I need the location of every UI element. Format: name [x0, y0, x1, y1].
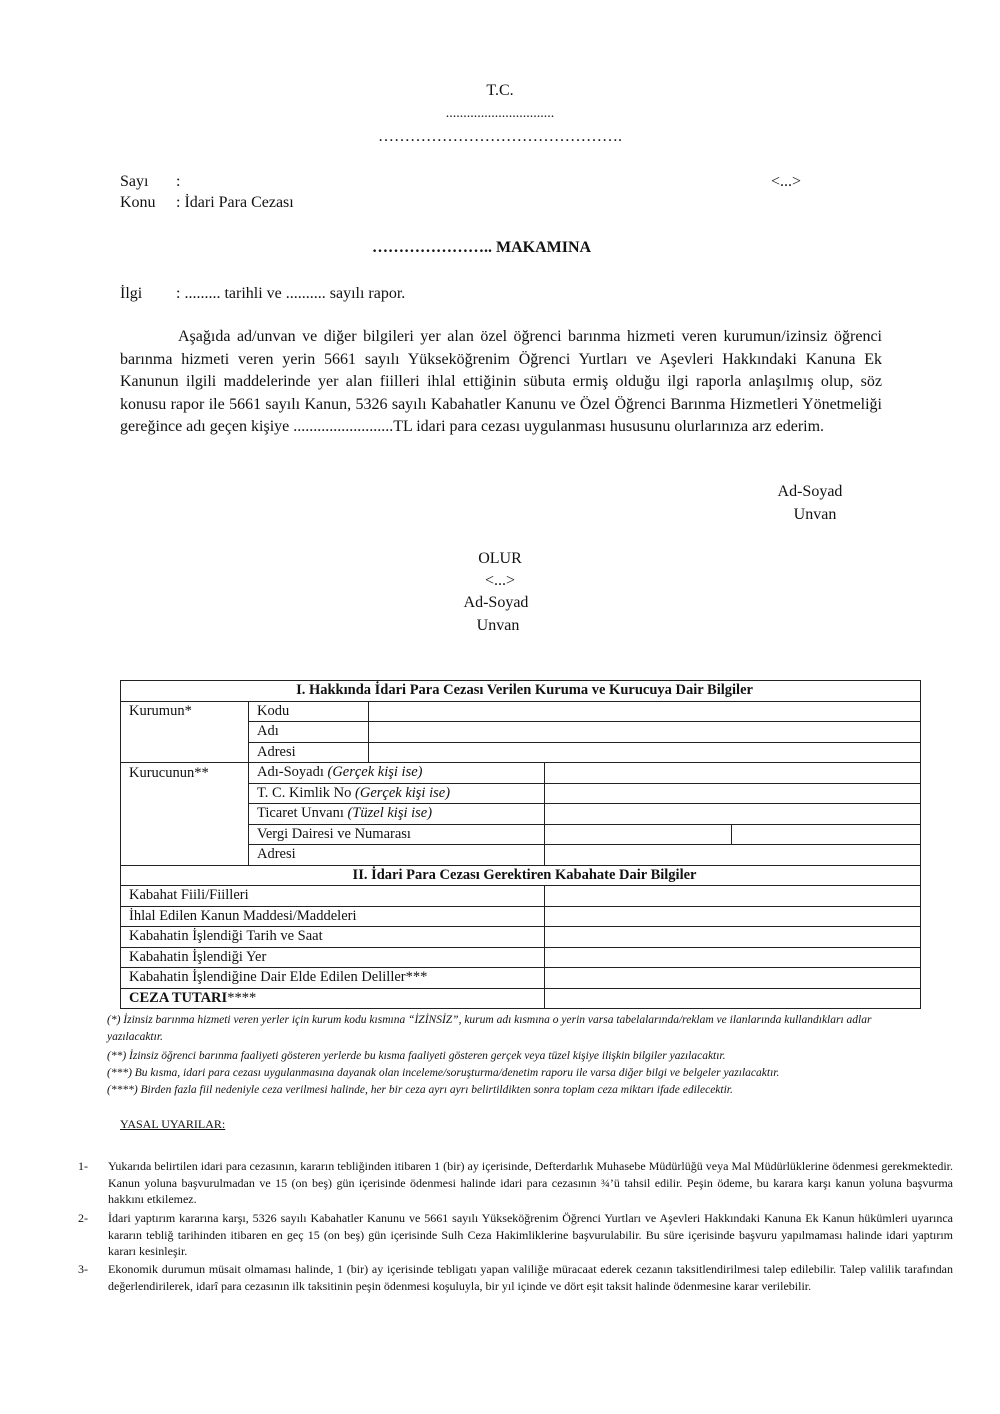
- kurum-adi-label: Adı: [249, 722, 369, 743]
- kurum-adi-input[interactable]: [369, 722, 921, 743]
- table-row: [121, 865, 921, 886]
- approval-title: Unvan: [476, 617, 520, 634]
- deliller-input[interactable]: [545, 968, 921, 989]
- kurum-adresi-input[interactable]: [369, 742, 921, 763]
- konu-value: : İdari Para Cezası: [176, 194, 294, 211]
- legal-item-text: Yukarıda belirtilen idari para cezasının, kararın tebliğinden itibaren 1 (bir) ay içerisinde, Defterdarlık Muhasebe Müdürlüğü veya Mal Müdürlüklerine ödenmesi gerekmektedir. Kanun yoluna başvurulmadan ve 15 (on beş) gün içerisinde ödenmesi halinde idari para cezasının ¾’ü tahsil edilir. Peşin ödeme, bu karara karşı kanun yoluna başvurma hakkını etkilemez.: [108, 1159, 953, 1206]
- approval-name: Ad-Soyad: [463, 594, 529, 611]
- kurucu-unvan-input[interactable]: [545, 804, 921, 825]
- section-2-title: II. İdari Para Cezası Gerektiren Kabahate Dair Bilgiler: [121, 865, 921, 886]
- kurucu-adsoyad-label: Adı-Soyadı (Gerçek kişi ise): [249, 763, 545, 784]
- kurucu-adres-label: Adresi: [249, 845, 545, 866]
- legal-item-number: 2-: [78, 1211, 88, 1225]
- body-text: Aşağıda ad/unvan ve diğer bilgileri yer alan özel öğrenci barınma hizmeti veren kurumun/izinsiz öğrenci barınma hizmeti veren yerin 5661 sayılı Yükseköğrenim Öğrenci Yurtları ve Aşevleri Hakkındaki Kanuna Ek Kanunun ilgili maddelerinde yer alan fiilleri ihlal ettiğinin sübuta ermiş olduğu ilgi raporla anlaşılmış olup, söz konusu rapor ile 5661 sayılı Kanun, 5326 sayılı Kabahatler Kanunu ve Özel Öğrenci Barınma Hizmetleri Yönetmeliği gereğince adı geçen kişiye .........................TL idari para cezası uygulanması hususunu olurlarınıza arz ederim.: [120, 328, 882, 436]
- ilgi-value: : ......... tarihli ve .......... sayılı rapor.: [176, 285, 406, 302]
- vergi-numarasi-input[interactable]: [732, 824, 921, 845]
- kurucu-tc-label: T. C. Kimlik No (Gerçek kişi ise): [249, 783, 545, 804]
- tarih-saat-label: Kabahatin İşlendiği Tarih ve Saat: [121, 927, 545, 948]
- deliller-label: Kabahatin İşlendiğine Dair Elde Edilen Deliller***: [121, 968, 545, 989]
- yer-label: Kabahatin İşlendiği Yer: [121, 947, 545, 968]
- header-tc: T.C.: [486, 82, 514, 99]
- table-row: [121, 804, 921, 825]
- footnote-1: (*) İzinsiz barınma hizmeti veren yerler için kurum kodu kısmına “İZİNSİZ”, kurum adı kısmına o yerin varsa tabelalarında/reklam ve ilanlarında kullandıkları adlar yazılacaktır.: [107, 1014, 872, 1043]
- ilgi-label: İlgi: [120, 285, 143, 302]
- table-row: [121, 763, 921, 784]
- ihlal-madde-input[interactable]: [545, 906, 921, 927]
- table-row: [121, 988, 921, 1009]
- kurucu-vergi-label: Vergi Dairesi ve Numarası: [249, 824, 545, 845]
- footnote-3: (***) Bu kısma, idari para cezası uygulanmasına dayanak olan inceleme/soruşturma/denetim raporu ile varsa diğer bilgi ve belgeler yazılacaktır.: [107, 1067, 780, 1079]
- table-row: [121, 968, 921, 989]
- section-1-title: I. Hakkında İdari Para Cezası Verilen Kuruma ve Kurucuya Dair Bilgiler: [121, 681, 921, 702]
- table-row: [121, 947, 921, 968]
- sayi-colon: :: [176, 173, 181, 190]
- table-row: [121, 886, 921, 907]
- approval-olur: OLUR: [478, 550, 522, 567]
- date-placeholder: <...>: [771, 173, 802, 190]
- kurum-adresi-label: Adresi: [249, 742, 369, 763]
- tarih-saat-input[interactable]: [545, 927, 921, 948]
- kabahat-fiili-input[interactable]: [545, 886, 921, 907]
- table-row: [121, 845, 921, 866]
- table-row: [121, 681, 921, 702]
- kurucu-unvan-label: Ticaret Unvanı (Tüzel kişi ise): [249, 804, 545, 825]
- ceza-tutari-input[interactable]: [545, 988, 921, 1009]
- header-line-2: ……………………………………….: [378, 128, 622, 145]
- kurum-label: Kurumun*: [121, 701, 249, 722]
- legal-item-text: Ekonomik durumun müsait olmaması halinde, 1 (bir) ay içerisinde tebligatı yapan valiliğe müracaat ederek cezanın taksitlendirilmesi talep edilebilir. Talep valilik tarafından değerlendirilerek, idarî para cezasının ilk taksitinin peşin ödenmesi koşuluyla, bir yıl içinde ve dört eşit taksit halinde ödenmesine karar verilebilir.: [108, 1262, 953, 1293]
- approval-date: <...>: [484, 572, 516, 589]
- legal-item-number: 3-: [78, 1262, 88, 1276]
- kurucu-adsoyad-input[interactable]: [545, 763, 921, 784]
- table-row: [121, 906, 921, 927]
- vergi-dairesi-input[interactable]: [545, 824, 732, 845]
- table-row: [121, 783, 921, 804]
- table-row: [121, 722, 921, 743]
- ihlal-madde-label: İhlal Edilen Kanun Maddesi/Maddeleri: [121, 906, 545, 927]
- header-line-1: ...............................: [445, 106, 555, 121]
- table-row: [121, 701, 921, 722]
- footnote-4: (****) Birden fazla fiil nedeniyle ceza verilmesi halinde, her bir ceza ayrı ayrı belirtildikten sonra toplam ceza miktarı ifade edilecektir.: [107, 1084, 733, 1096]
- body-paragraph: [120, 326, 882, 439]
- kurucu-adres-input[interactable]: [545, 845, 921, 866]
- table-row: [121, 927, 921, 948]
- yer-input[interactable]: [545, 947, 921, 968]
- sayi-label: Sayı: [120, 173, 149, 190]
- table-row: [121, 742, 921, 763]
- legal-title: YASAL UYARILAR:: [120, 1117, 226, 1131]
- footnote-2: (**) İzinsiz öğrenci barınma faaliyeti gösteren yerlerde bu kısma faaliyeti gösteren gerçek veya tüzel kişiye ilişkin bilgiler yazılacaktır.: [107, 1050, 726, 1062]
- kurum-kodu-label: Kodu: [249, 701, 369, 722]
- makam-title: ………………….. MAKAMINA: [372, 239, 592, 256]
- konu-label: Konu: [120, 194, 156, 211]
- kurucu-tc-input[interactable]: [545, 783, 921, 804]
- table-row: [121, 824, 921, 845]
- legal-item-number: 1-: [78, 1159, 88, 1173]
- kurum-kodu-input[interactable]: [369, 701, 921, 722]
- penalty-info-table: [120, 680, 921, 1009]
- kabahat-fiili-label: Kabahat Fiili/Fiilleri: [121, 886, 545, 907]
- legal-item-text: İdari yaptırım kararına karşı, 5326 sayılı Kabahatler Kanunu ve 5661 sayılı Yükseköğrenim Öğrenci Yurtları ve Aşevleri Hakkındaki Kanuna Ek Kanun hükümleri uyarınca kararın tebliğ tarihinden itibaren en geç 15 (on beş) gün içerisinde Sulh Ceza Hakimliklerine başvurulabilir. Bu süre içerisinde başvuru yapılmaması halinde idari yaptırım kararı kesinleşir.: [108, 1211, 953, 1258]
- signature-title: Unvan: [793, 506, 837, 523]
- ceza-tutari-label: CEZA TUTARI****: [121, 988, 545, 1009]
- kurucu-label: Kurucunun**: [121, 763, 249, 784]
- signature-name: Ad-Soyad: [777, 483, 843, 500]
